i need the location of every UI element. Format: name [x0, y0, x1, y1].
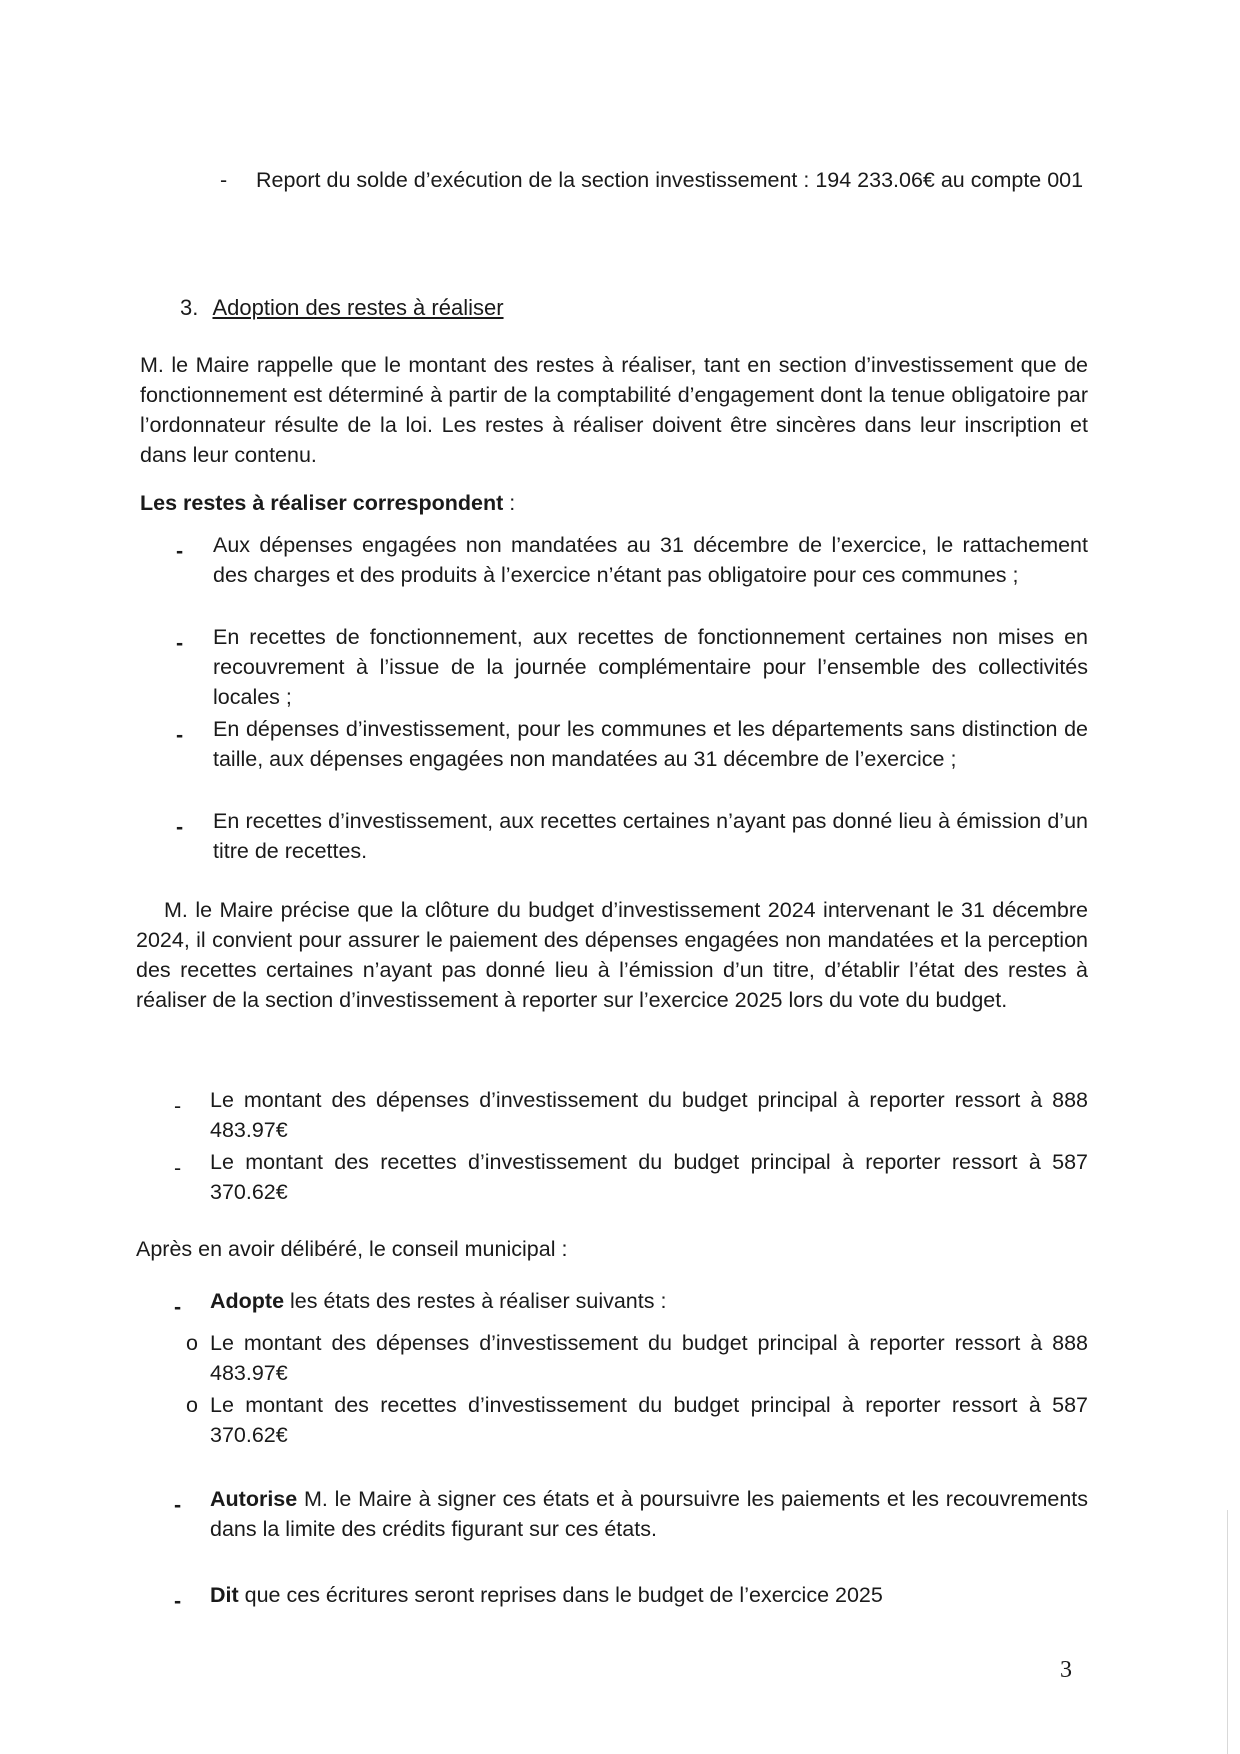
list-item: En recettes de fonctionnement, aux recettes de fonctionnement certaines non mises en recouvrement à l’issue de la journée complémentaire pour l’ensemble des collectivités locales ;	[213, 625, 1088, 709]
correspondent-label: Les restes à réaliser correspondent :	[140, 491, 516, 515]
list-dash: -	[176, 631, 184, 655]
sub-item-depenses: Le montant des dépenses d’investissement du budget principal à reporter ressort à 888 483.97€	[210, 1331, 1088, 1385]
section-number: 3.	[180, 295, 199, 320]
amount-recettes-item: Le montant des recettes d’investissement du budget principal à reporter ressort à 587 370.62€	[210, 1150, 1088, 1204]
list-dash: -	[174, 1094, 182, 1118]
dit-keyword: Dit	[210, 1583, 239, 1607]
report-solde-item: Report du solde d’exécution de la section investissement : 194 233.06€ au compte 001	[256, 168, 1084, 192]
intro-paragraph: M. le Maire rappelle que le montant des restes à réaliser, tant en section d’investissement que de fonctionnement est déterminé à partir de la comptabilité d’engagement dont la tenue obligatoire par l’ordonnateur résulte de la loi. Les restes à réaliser doivent être sincères dans leur inscription et dans leur contenu.	[140, 353, 1088, 467]
list-dash: -	[176, 815, 184, 839]
section-title: Adoption des restes à réaliser	[212, 295, 504, 320]
list-item: Aux dépenses engagées non mandatées au 31 décembre de l’exercice, le rattachement des charges et des produits à l’exercice n’étant pas obligatoire pour ces communes ;	[213, 533, 1088, 587]
adopte-item: Adopte les états des restes à réaliser suivants :	[210, 1289, 667, 1313]
page-number: 3	[1060, 1657, 1072, 1683]
list-dash: -	[220, 168, 228, 192]
list-item: En recettes d’investissement, aux recettes certaines n’ayant pas donné lieu à émission d’un titre de recettes.	[213, 809, 1088, 863]
list-dash: -	[174, 1493, 182, 1517]
amount-depenses-item: Le montant des dépenses d’investissement du budget principal à reporter ressort à 888 483.97€	[210, 1088, 1088, 1142]
sub-bullet-marker: o	[186, 1331, 198, 1355]
list-dash: -	[174, 1589, 182, 1613]
cloture-paragraph: M. le Maire précise que la clôture du budget d’investissement 2024 intervenant le 31 décembre 2024, il convient pour assurer le paiement des dépenses engagées non mandatées et la perception des recettes certaines n’ayant pas donné lieu à l’émission d’un titre, d’établir l’état des restes à réaliser de la section d’investissement à reporter sur l’exercice 2025 lors du vote du budget.	[136, 898, 1088, 1012]
list-dash: -	[176, 539, 184, 563]
section-heading	[180, 293, 504, 323]
autorise-keyword: Autorise	[210, 1487, 298, 1511]
deliberation-line: Après en avoir délibéré, le conseil municipal :	[136, 1237, 568, 1261]
sub-bullet-marker: o	[186, 1393, 198, 1417]
list-dash: -	[174, 1156, 182, 1180]
autorise-item: Autorise M. le Maire à signer ces états et à poursuivre les paiements et les recouvrements dans la limite des crédits figurant sur ces états.	[210, 1487, 1088, 1541]
list-dash: -	[174, 1295, 182, 1319]
dit-item: Dit que ces écritures seront reprises dans le budget de l’exercice 2025	[210, 1583, 883, 1607]
list-dash: -	[176, 723, 184, 747]
list-item: En dépenses d’investissement, pour les communes et les départements sans distinction de taille, aux dépenses engagées non mandatées au 31 décembre de l’exercice ;	[213, 717, 1088, 771]
scan-edge-line	[1227, 1510, 1228, 1754]
sub-item-recettes: Le montant des recettes d’investissement du budget principal à reporter ressort à 587 370.62€	[210, 1393, 1088, 1447]
adopte-keyword: Adopte	[210, 1289, 285, 1313]
